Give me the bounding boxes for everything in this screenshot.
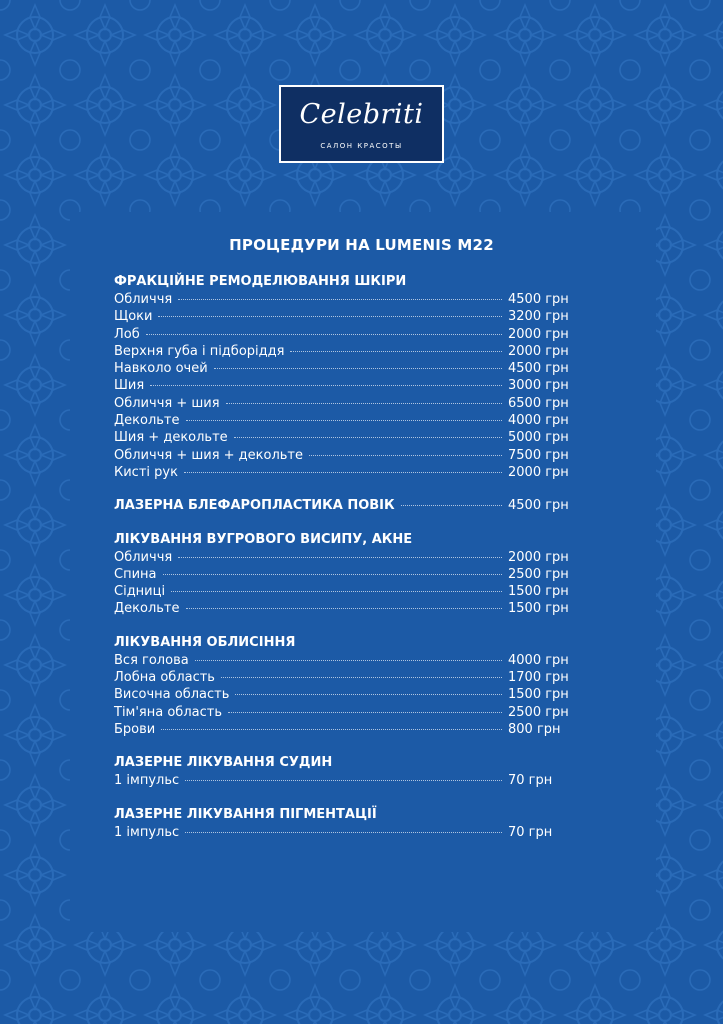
service-name: Сідниці [114,584,166,600]
price-row [114,669,574,686]
dot-leader [146,334,502,335]
price-row [114,721,574,738]
price-row [114,429,574,446]
dot-leader [171,591,502,592]
dot-leader [226,403,502,404]
service-price: 2000 грн [508,549,569,565]
service-price: 70 грн [508,773,553,789]
service-price: 2000 грн [508,464,569,480]
section-title: ЛАЗЕРНА БЛЕФАРОПЛАСТИКА ПОВІК [114,498,395,514]
section-title: ЛАЗЕРНЕ ЛІКУВАННЯ СУДИН [114,755,333,771]
service-name: Декольте [114,413,180,429]
section-title: ФРАКЦІЙНЕ РЕМОДЕЛЮВАННЯ ШКІРИ [114,274,407,289]
section-laser-blepharoplasty [114,497,574,514]
service-price: 2500 грн [508,704,569,720]
service-price: 1500 грн [508,687,569,703]
price-row [114,704,574,721]
service-name: Декольте [114,601,180,617]
dot-leader [178,299,502,300]
section-title: ЛІКУВАННЯ ОБЛИСІННЯ [114,634,296,650]
dot-leader [184,472,502,473]
service-price: 4000 грн [508,652,569,668]
service-name: Височна область [114,687,230,703]
dot-leader [214,368,502,369]
section-fractional-remodeling [114,273,574,481]
service-name: Лоб [114,326,140,342]
service-name: Спина [114,566,157,582]
service-price: 2500 грн [508,566,569,582]
dot-leader [221,677,502,678]
service-name: Навколо очей [114,361,208,377]
page-title: ПРОЦЕДУРИ НА LUMENIS M22 [229,236,494,254]
price-row [114,326,574,343]
logo-script: Celebriti [299,99,424,130]
service-name: Шия [114,378,145,394]
section-pigmentation-treatment [114,806,574,841]
price-row [114,497,574,514]
price-list [114,273,574,857]
service-name: Брови [114,721,156,737]
service-price: 800 грн [508,721,561,737]
price-row [114,447,574,464]
service-price: 4500 грн [508,292,569,307]
price-row [114,343,574,360]
service-name: Обличчя [114,292,173,307]
price-row [114,291,574,308]
service-name: Обличчя + шия [114,395,220,411]
service-name: 1 імпульс [114,773,180,789]
service-name: Вся голова [114,652,189,668]
service-price: 2000 грн [508,326,569,342]
service-price: 4500 грн [508,361,569,377]
service-name: Кисті рук [114,464,178,480]
dot-leader [235,694,502,695]
service-name: Шия + декольте [114,430,228,446]
dot-leader [195,660,502,661]
service-name: Верхня губа і підборіддя [114,343,285,359]
service-name: Лобна область [114,670,215,686]
dot-leader [150,385,502,386]
dot-leader [234,437,502,438]
section-vascular-treatment [114,754,574,789]
service-price: 4000 грн [508,413,569,429]
price-row [114,566,574,583]
dot-leader [186,420,502,421]
dot-leader [158,316,502,317]
service-price: 6500 грн [508,395,569,411]
price-row [114,686,574,703]
price-row [114,377,574,394]
dot-leader [186,608,502,609]
dot-leader [161,729,502,730]
dot-leader [185,832,502,833]
section-acne-treatment [114,531,574,618]
price-row [114,600,574,617]
service-price: 3200 грн [508,309,569,325]
dot-leader [185,780,502,781]
section-alopecia-treatment [114,634,574,738]
price-row [114,412,574,429]
service-price: 4500 грн [508,498,569,514]
price-row [114,824,574,841]
service-price: 1700 грн [508,670,569,686]
service-price: 2000 грн [508,343,569,359]
section-title: ЛІКУВАННЯ ВУГРОВОГО ВИСИПУ, АКНЕ [114,531,413,547]
service-name: Щоки [114,309,153,325]
service-price: 70 грн [508,824,553,840]
service-price: 7500 грн [508,447,569,463]
price-row [114,360,574,377]
price-row [114,308,574,325]
price-row [114,395,574,412]
dot-leader [178,557,502,558]
service-price: 1500 грн [508,584,569,600]
dot-leader [290,351,502,352]
service-price: 5000 грн [508,430,569,446]
dot-leader [401,505,502,506]
dot-leader [163,574,503,575]
logo-subtitle: САЛОН КРАСОТЫ [320,142,403,150]
service-name: Обличчя + шия + декольте [114,447,304,463]
price-row [114,772,574,789]
service-name: 1 імпульс [114,824,180,840]
service-price: 1500 грн [508,601,569,617]
salon-logo [279,85,444,163]
service-price: 3000 грн [508,378,569,394]
dot-leader [228,712,502,713]
price-row [114,549,574,566]
price-row [114,652,574,669]
price-row [114,464,574,481]
section-title: ЛАЗЕРНЕ ЛІКУВАННЯ ПІГМЕНТАЦІЇ [114,806,377,822]
dot-leader [309,455,502,456]
service-name: Тім'яна область [114,704,222,720]
price-row [114,583,574,600]
service-name: Обличчя [114,549,173,565]
